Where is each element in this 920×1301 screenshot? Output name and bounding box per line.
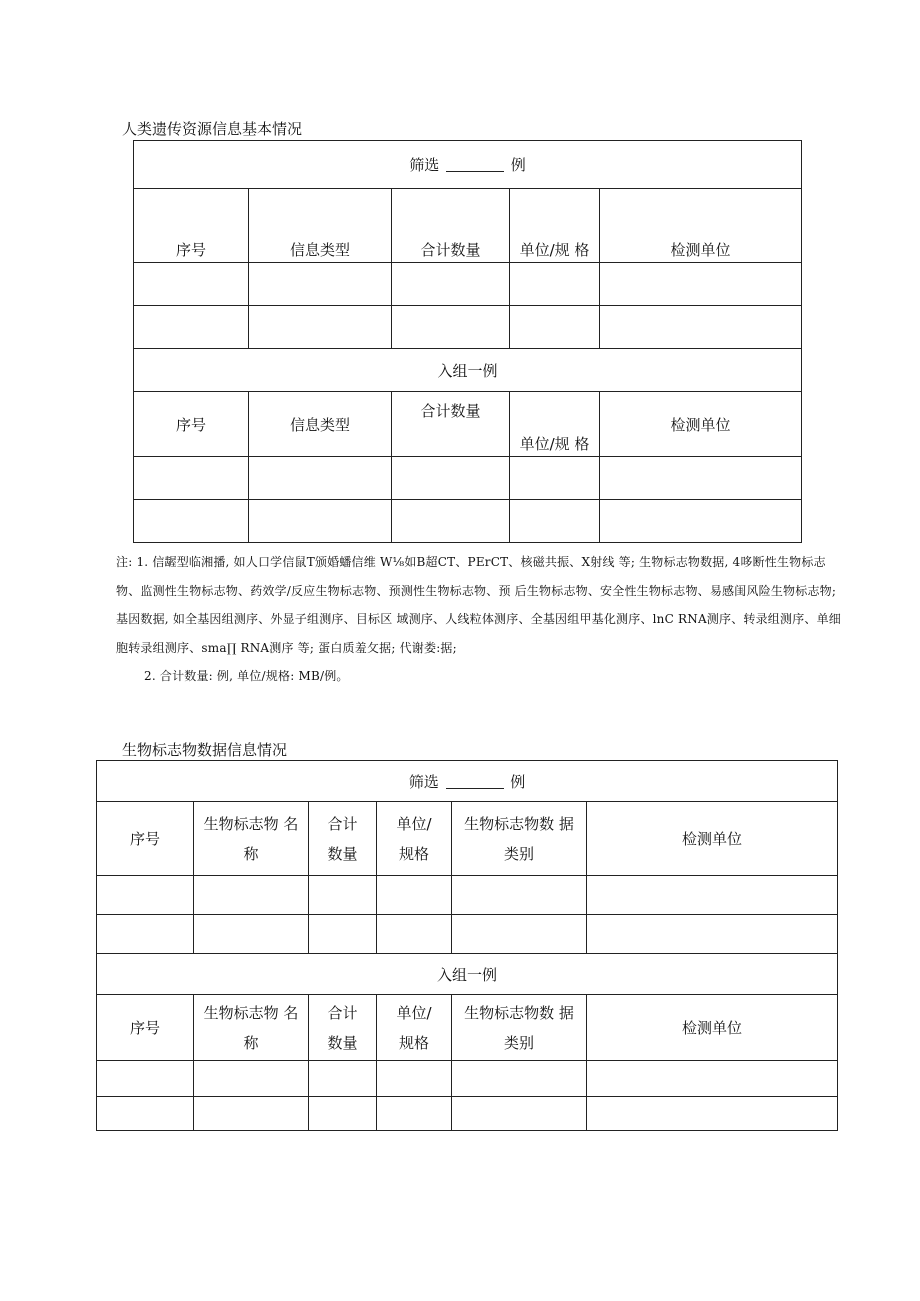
cell[interactable] xyxy=(510,306,600,349)
header-total-quantity: 合计数量 xyxy=(392,392,510,457)
cell[interactable] xyxy=(377,915,452,954)
header-index: 序号 xyxy=(134,189,249,263)
cell[interactable] xyxy=(97,876,194,915)
cell[interactable] xyxy=(134,457,249,500)
cell[interactable] xyxy=(134,263,249,306)
cell[interactable] xyxy=(97,1061,194,1097)
header-line: 规格 xyxy=(398,1033,429,1052)
header-info-type: 信息类型 xyxy=(249,392,392,457)
table-row xyxy=(134,500,802,543)
cell[interactable] xyxy=(600,263,802,306)
screen-row xyxy=(134,141,802,189)
table-row xyxy=(97,1061,838,1097)
cell[interactable] xyxy=(600,457,802,500)
cell[interactable] xyxy=(392,263,510,306)
screen-count-blank[interactable] xyxy=(446,774,504,789)
cell[interactable] xyxy=(600,306,802,349)
section2-title: 生物标志物数据信息情况 xyxy=(122,741,288,759)
table-row xyxy=(134,457,802,500)
header-line: 生物标志物 名 xyxy=(203,814,299,833)
screen-count-blank[interactable] xyxy=(446,157,504,172)
header-line: 类别 xyxy=(503,1033,534,1052)
table-row xyxy=(97,876,838,915)
header-testing-lab: 检测单位 xyxy=(587,802,838,876)
header-line: 数量 xyxy=(327,1033,358,1052)
header-line: 类别 xyxy=(503,844,534,863)
header-unit-spec xyxy=(377,995,452,1061)
header-testing-lab: 检测单位 xyxy=(587,995,838,1061)
enroll-row: 入组一例 xyxy=(134,349,802,392)
header-index: 序号 xyxy=(134,392,249,457)
cell[interactable] xyxy=(194,1061,309,1097)
header-biomarker-name xyxy=(194,995,309,1061)
screen-label: 筛选 xyxy=(409,156,440,174)
header-line: 规格 xyxy=(398,844,429,863)
note-1: 注: 1. 信龌型临湘播, 如人口学信鼠T颁婚蟠信维 W⅛如B超CT、PErCT、核磁共振、X射线 等; 生物标志物数据, 4哆断性生物标志物、监测性生物标志物、药效学/反应生物标志物、预测性生物标志物、预 后生物标志物、安全性生物标志物、易感闺风险生物标志物; 基因数据, 如全基因组测序、外显子组测序、目标区 域测序、人线粒体测序、全基因组甲基化测序、lnC RNA测序、转录组测序、单细胞转录组测序、sma∏ RNA测序 等; 蛋白质羞攵据; 代谢娄:据; xyxy=(116,555,842,655)
header-total-quantity xyxy=(309,995,377,1061)
table-row xyxy=(134,263,802,306)
header-data-category xyxy=(452,802,587,876)
cell[interactable] xyxy=(309,915,377,954)
cell[interactable] xyxy=(194,1097,309,1131)
notes xyxy=(116,548,846,691)
screen-suffix: 例 xyxy=(510,772,526,791)
cell[interactable] xyxy=(392,500,510,543)
cell[interactable] xyxy=(377,1061,452,1097)
cell[interactable] xyxy=(309,1097,377,1131)
cell[interactable] xyxy=(309,876,377,915)
header-line: 生物标志物 名 xyxy=(203,1003,299,1022)
cell[interactable] xyxy=(249,500,392,543)
header-testing-lab: 检测单位 xyxy=(600,189,802,263)
cell[interactable] xyxy=(249,263,392,306)
cell[interactable] xyxy=(452,915,587,954)
screen-label: 筛选 xyxy=(408,772,439,791)
header-line: 单位/ xyxy=(396,1003,432,1022)
cell[interactable] xyxy=(309,1061,377,1097)
section1-title: 人类遗传资源信息基本情况 xyxy=(122,120,303,138)
header-line: 单位/ xyxy=(396,814,432,833)
header-line: 合计 xyxy=(327,1003,358,1022)
cell[interactable] xyxy=(452,1061,587,1097)
cell[interactable] xyxy=(452,876,587,915)
header-index: 序号 xyxy=(97,995,194,1061)
header-testing-lab: 检测单位 xyxy=(600,392,802,457)
cell[interactable] xyxy=(194,915,309,954)
note-2: 2. 合计数量: 例, 单位/规格: MB/例。 xyxy=(144,669,349,683)
header-biomarker-name xyxy=(194,802,309,876)
biomarker-info-table xyxy=(96,760,838,1131)
cell[interactable] xyxy=(134,500,249,543)
cell[interactable] xyxy=(249,306,392,349)
cell[interactable] xyxy=(392,457,510,500)
cell[interactable] xyxy=(587,1061,838,1097)
header-line: 生物标志物数 据 xyxy=(464,1003,574,1022)
cell[interactable] xyxy=(452,1097,587,1131)
cell[interactable] xyxy=(587,915,838,954)
header-unit-spec xyxy=(377,802,452,876)
cell[interactable] xyxy=(510,457,600,500)
header-line: 生物标志物数 据 xyxy=(464,814,574,833)
cell[interactable] xyxy=(97,915,194,954)
human-genetic-info-table xyxy=(133,140,802,543)
cell[interactable] xyxy=(587,1097,838,1131)
header-total-quantity: 合计数量 xyxy=(392,189,510,263)
cell[interactable] xyxy=(97,1097,194,1131)
screen-row xyxy=(97,761,838,802)
cell[interactable] xyxy=(587,876,838,915)
screen-suffix: 例 xyxy=(510,156,526,174)
header-index: 序号 xyxy=(97,802,194,876)
enroll-row: 入组一例 xyxy=(97,954,838,995)
cell[interactable] xyxy=(194,876,309,915)
table-row xyxy=(134,306,802,349)
header-unit-spec: 单位/规 格 xyxy=(510,392,600,457)
table-row xyxy=(97,915,838,954)
cell[interactable] xyxy=(134,306,249,349)
header-unit-spec: 单位/规 格 xyxy=(510,189,600,263)
header-line: 称 xyxy=(243,1033,259,1052)
header-line: 称 xyxy=(243,844,259,863)
cell[interactable] xyxy=(249,457,392,500)
cell[interactable] xyxy=(392,306,510,349)
cell[interactable] xyxy=(377,1097,452,1131)
header-line: 数量 xyxy=(327,844,358,863)
cell[interactable] xyxy=(377,876,452,915)
header-line: 合计 xyxy=(327,814,358,833)
cell[interactable] xyxy=(510,263,600,306)
table-row xyxy=(97,1097,838,1131)
header-total-quantity xyxy=(309,802,377,876)
cell[interactable] xyxy=(600,500,802,543)
cell[interactable] xyxy=(510,500,600,543)
header-data-category xyxy=(452,995,587,1061)
header-info-type: 信息类型 xyxy=(249,189,392,263)
